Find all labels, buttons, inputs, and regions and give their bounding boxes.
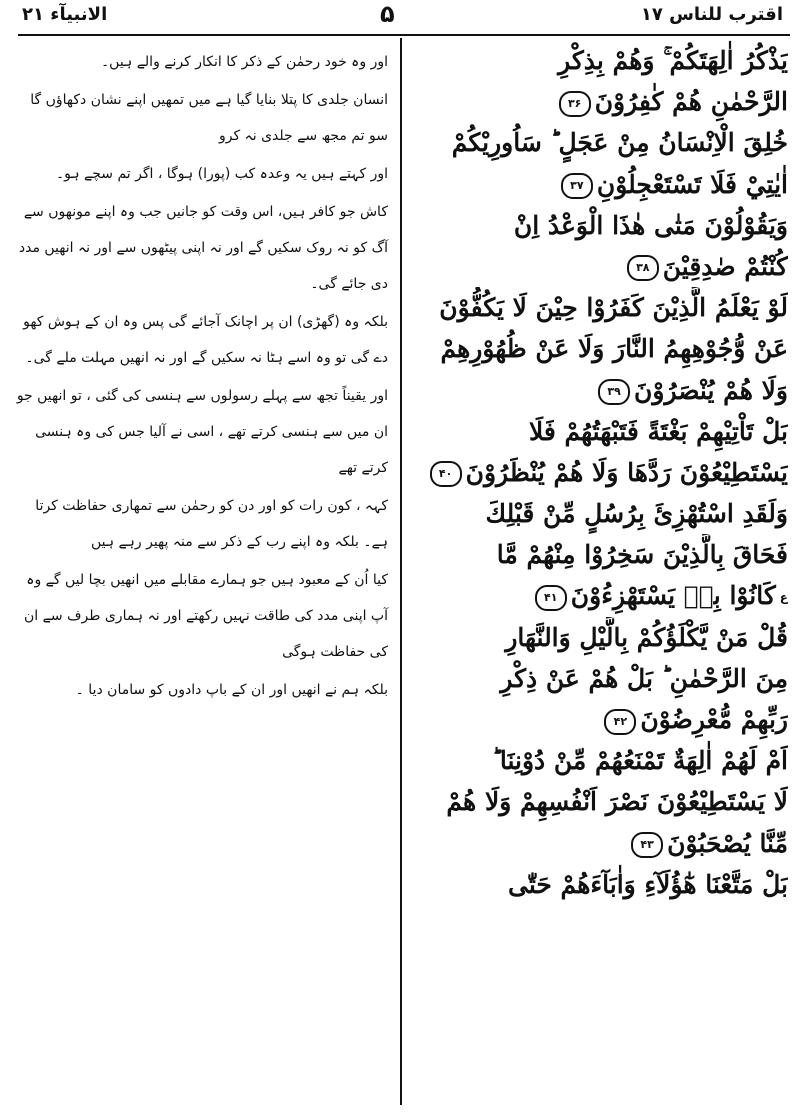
arabic-line (414, 534, 788, 575)
arabic-line-text: يَسْتَطِيْعُوْنَ رَدَّهَا وَلَا هُمْ يُنْظَرُوْنَ (465, 457, 788, 487)
ayah-number-marker: ۳۹ (598, 379, 630, 405)
arabic-line (414, 575, 788, 616)
urdu-translation-column (16, 44, 388, 1104)
urdu-translation-paragraph: کاش جو کافر ہیں، اس وقت کو جانیں جب وہ اپنے مونھوں سے آگ کو نہ روک سکیں گے اور نہ اپنی پیٹھوں سے اور نہ انھیں مدد دی جائے گی۔ (18, 204, 388, 292)
ayah-number-marker: ۴۰ (430, 461, 462, 487)
column-divider (400, 38, 402, 1105)
arabic-text-column (414, 40, 788, 1110)
ayah-number-marker: ۳۷ (561, 173, 593, 199)
arabic-line (414, 246, 788, 287)
arabic-line-text: يَذْكُرُ اٰلِهَتَكُمْ ۚ وَهُمْ بِذِكْرِ (558, 46, 788, 75)
juz-name: اقترب للناس ۱۷ (640, 4, 783, 25)
ayah-number-marker: ۳۸ (627, 255, 659, 281)
surah-name: الانبیآء ۲۱ (22, 4, 108, 25)
arabic-line-text: وَلَا هُمْ يُنْصَرُوْنَ (634, 375, 788, 405)
arabic-line (414, 164, 788, 205)
header-rule (18, 34, 790, 36)
arabic-line (414, 699, 788, 740)
ayah-number-marker: ۳۶ (559, 91, 591, 117)
arabic-line-text: اٰيٰتِيْ فَلَا تَسْتَعْجِلُوْنِ (596, 169, 788, 199)
ayah-number-marker: ۴۲ (604, 709, 636, 735)
arabic-line (414, 370, 788, 411)
arabic-line-text: اَمْ لَهُمْ اٰلِهَةٌ تَمْنَعُهُمْ مِّنْ دُوْنِنَا ؕ (491, 746, 788, 776)
arabic-line (414, 122, 788, 163)
arabic-line-text: فَحَاقَ بِالَّذِيْنَ سَخِرُوْا مِنْهُمْ مَّا (496, 540, 788, 570)
ayah-number-marker: ۴۳ (631, 832, 663, 858)
arabic-line (414, 493, 788, 534)
arabic-line (414, 40, 788, 81)
arabic-line-text: وَيَقُوْلُوْنَ مَتٰى هٰذَا الْوَعْدُ اِنْ (513, 210, 788, 240)
page-number: ۵ (380, 0, 395, 28)
arabic-line (414, 823, 788, 864)
arabic-line-text: قُلْ مَنْ يَّكْلَؤُكُمْ بِالَّيْلِ وَالنَّهَارِ (505, 622, 788, 652)
arabic-line (414, 328, 788, 369)
arabic-line-text: وَلَقَدِ اسْتُهْزِئَ بِرُسُلٍ مِّنْ قَبْلِكَ (485, 499, 788, 529)
arabic-line (414, 658, 788, 699)
urdu-translation-paragraph: اور یقیناً تجھ سے پہلے رسولوں سے ہنسی کی گئی ، تو انھیں جو ان میں سے ہنسی کرتے تھے ، اسی نے آلیا جس کی وہ ہنسی کرتے تھے (16, 388, 388, 476)
arabic-line (414, 740, 788, 781)
arabic-line-text: مِنَ الرَّحْمٰنِ ؕ بَلْ هُمْ عَنْ ذِكْرِ (500, 663, 788, 693)
arabic-line (414, 287, 788, 328)
urdu-translation-paragraph: اور وہ خود رحمٰن کے ذکر کا انکار کرنے والے ہیں۔ (100, 54, 388, 70)
arabic-line-text: كَانُوْا بِهٖ يَسْتَهْزِءُوْنَ (570, 581, 776, 611)
arabic-line-text: رَبِّهِمْ مُّعْرِضُوْنَ (640, 705, 788, 734)
arabic-line-text: لَوْ يَعْلَمُ الَّذِيْنَ كَفَرُوْا حِيْنَ لَا يَكُفُّوْنَ (439, 293, 788, 323)
arabic-line-text: كُنْتُمْ صٰدِقِيْنَ (662, 251, 788, 281)
arabic-line (414, 781, 788, 822)
arabic-line-text: الرَّحْمٰنِ هُمْ كٰفِرُوْنَ (594, 87, 788, 117)
arabic-line (414, 452, 788, 493)
arabic-line (414, 864, 788, 905)
urdu-translation-paragraph: انسان جلدی کا پتلا بنایا گیا ہے میں تمھیں اپنے نشان دکھاؤں گا سو تم مجھ سے جلدی نہ کرو (30, 92, 388, 144)
urdu-translation-paragraph: کیا اُن کے معبود ہیں جو ہمارے مقابلے میں انھیں بچا لیں گے وہ آپ اپنی مدد کی طاقت نہیں رکھتے اور نہ ہماری طرف سے ان کی حفاظت ہوگی (24, 572, 388, 660)
arabic-line (414, 205, 788, 246)
arabic-line (414, 81, 788, 122)
urdu-translation-paragraph: کہہ ، کون رات کو اور دن کو رحمٰن سے تمھاری حفاظت کرتا ہے۔ بلکہ وہ اپنے رب کے ذکر سے منہ پھیر رہے ہیں (35, 498, 388, 550)
arabic-line-text: بَلْ مَتَّعْنَا هٰٓؤُلَآءِ وَاٰبَآءَهُمْ حَتّٰى (508, 869, 788, 899)
page-header (0, 0, 805, 36)
arabic-line (414, 411, 788, 452)
urdu-translation-paragraph: بلکہ وہ (گھڑی) ان پر اچانک آجائے گی پس وہ ان کے ہوش کھو دے گی تو وہ اسے ہٹا نہ سکیں گے اور نہ انھیں مہلت ملے گی۔ (23, 314, 388, 366)
urdu-translation-paragraph: اور کہتے ہیں یہ وعدہ کب (پورا) ہوگا ، اگر تم سچے ہو۔ (55, 166, 388, 182)
arabic-line-text: مِّنَّا يُصْحَبُوْنَ (667, 828, 788, 858)
urdu-translation-paragraph: بلکہ ہم نے انھیں اور ان کے باپ دادوں کو سامان دیا ۔ (75, 682, 388, 698)
arabic-line-text: خُلِقَ الْاِنْسَانُ مِنْ عَجَلٍ ؕ سَاُورِيْكُمْ (451, 128, 788, 158)
ruku-marker: ع (779, 590, 788, 605)
arabic-line (414, 617, 788, 658)
arabic-line-text: لَا يَسْتَطِيْعُوْنَ نَصْرَ اَنْفُسِهِمْ وَلَا هُمْ (446, 787, 788, 817)
arabic-line-text: بَلْ تَاْتِيْهِمْ بَغْتَةً فَتَبْهَتُهُمْ فَلَا (528, 416, 788, 446)
arabic-line-text: عَنْ وُّجُوْهِهِمُ النَّارَ وَلَا عَنْ ظُهُوْرِهِمْ (440, 334, 788, 364)
ayah-number-marker: ۴۱ (535, 585, 567, 611)
